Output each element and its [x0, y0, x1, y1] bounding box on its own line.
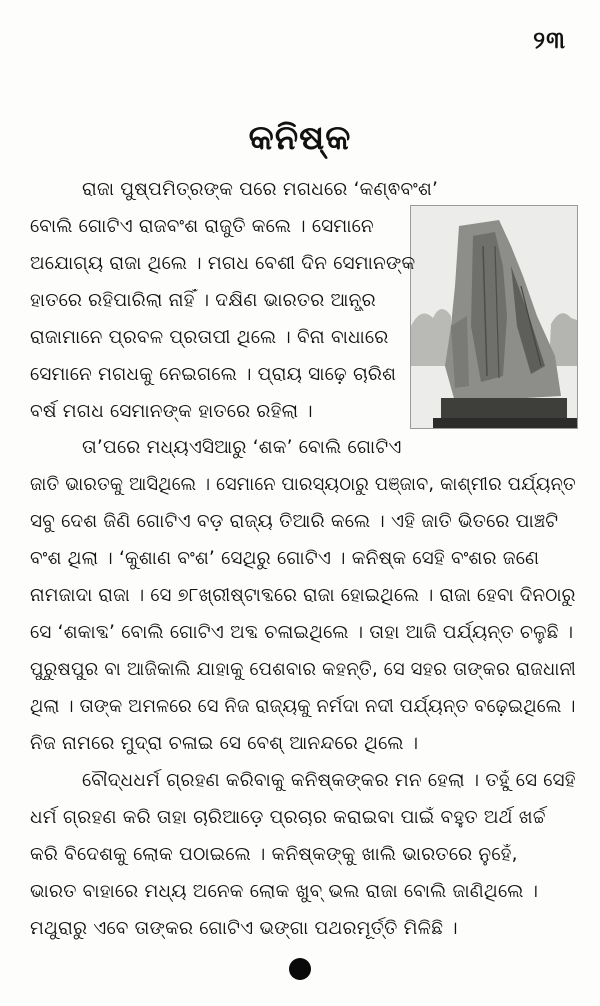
- text-line: ସେ ‘ଶକାବ୍ଦ’ ବୋଲି ଗୋଟିଏ ଅବ୍ଦ ଚଳାଇଥିଲେ । ତାହା ଆଜି ପର୍ଯ୍ୟନ୍ତ ଚଳୁଛି ।: [30, 622, 574, 643]
- statue-photo: [410, 205, 578, 429]
- text-line: ଜାତି ଭାରତକୁ ଆସିଥିଲେ । ସେମାନେ ପାରସ୍ୟଠାରୁ ପଞ୍ଜାବ, କାଶ୍ମୀର ପର୍ଯ୍ୟନ୍ତ: [30, 474, 576, 495]
- text-line: ନାମଜାଦା ରାଜା । ସେ ୭୮ଖ୍ରୀଷ୍ଟାବ୍ଦରେ ରାଜା ହୋଇଥିଲେ । ରାଜା ହେବା ଦିନଠାରୁ: [30, 585, 576, 606]
- text-line: ବୌଦ୍ଧଧର୍ମ ଗ୍ରହଣ କରିବାକୁ କନିଷ୍କଙ୍କର ମନ ହେଲା । ତହୁଁ ସେ ସେହି: [82, 770, 576, 791]
- text-line: କରି ବିଦେଶକୁ ଲୋକ ପଠାଇଲେ । କନିଷ୍କଙ୍କୁ ଖାଲି ଭାରତରେ ନୁହେଁ,: [30, 844, 518, 865]
- chapter-title: କନିଷ୍କ: [248, 118, 352, 158]
- text-line: ହାତରେ ରହିପାରିଲା ନାହିଁ । ଦକ୍ଷିଣ ଭାରତର ଆନ୍ଧ୍ର: [30, 290, 376, 311]
- text-line: ପୁରୁଷପୁର ବା ଆଜିକାଲି ଯାହାକୁ ପେଶବାର କହନ୍ତି, ସେ ସହର ତାଙ୍କର ରାଜଧାନୀ: [30, 659, 577, 680]
- text-line: ସବୁ ଦେଶ ଜିଣି ଗୋଟିଏ ବଡ଼ ରାଜ୍ୟ ତିଆରି କଲେ । ଏହି ଜାତି ଭିତରେ ପାଞ୍ଚଟି: [30, 511, 559, 532]
- text-line: ବଂଶ ଥିଲା । ‘କୁଶାଣ ବଂଶ’ ସେଥିରୁ ଗୋଟିଏ । କନିଷ୍କ ସେହି ବଂଶର ଜଣେ: [30, 548, 540, 569]
- text-line: ନିଜ ନାମରେ ମୁଦ୍ରା ଚଳାଇ ସେ ବେଶ୍ ଆନନ୍ଦରେ ଥିଲେ ।: [30, 733, 419, 754]
- text-line: ଧର୍ମ ଗ୍ରହଣ କରି ତାହା ଚାରିଆଡ଼େ ପ୍ରଚାର କରାଇବା ପାଇଁ ବହୁତ ଅର୍ଥ ଖର୍ଚ୍ଚ: [30, 807, 546, 828]
- text-line: ବୋଲି ଗୋଟିଏ ରାଜବଂଶ ରାଜୁତି କଲେ । ସେମାନେ: [30, 216, 374, 237]
- text-line: ଅଯୋଗ୍ୟ ରାଜା ଥିଲେ । ମଗଧ ବେଶୀ ଦିନ ସେମାନଙ୍କ: [30, 253, 416, 274]
- text-line: ଭାରତ ବାହାରେ ମଧ୍ୟ ଅନେକ ଲୋକ ଖୁବ୍ ଭଲ ରାଜା ବୋଲି ଜାଣିଥିଲେ ।: [30, 881, 539, 902]
- text-line: ବର୍ଷ ମଗଧ ସେମାନଙ୍କ ହାତରେ ରହିଲା ।: [30, 401, 313, 422]
- text-line: ମଥୁରାରୁ ଏବେ ତାଙ୍କର ଗୋଟିଏ ଭଙ୍ଗା ପଥରମୂର୍ତ୍ତି ମିଳିଛି ।: [30, 918, 458, 939]
- page-number: ୨୩: [533, 26, 566, 54]
- text-line: ରାଜା ପୁଷ୍ପମିତ୍ରଙ୍କ ପରେ ମଗଧରେ ‘କଣ୍ଵବଂଶ’: [82, 179, 439, 200]
- text-line: ରାଜାମାନେ ପ୍ରବଳ ପ୍ରତାପୀ ଥିଲେ । ବିନା ବାଧାରେ: [30, 327, 389, 348]
- text-line: ଥିଲା । ତାଙ୍କ ଅମଳରେ ସେ ନିଜ ରାଜ୍ୟକୁ ନର୍ମଦା ନଦୀ ପର୍ଯ୍ୟନ୍ତ ବଢ଼େଇଥିଲେ ।: [30, 696, 576, 717]
- page-marker-dot: [289, 958, 311, 980]
- text-line: ତା’ପରେ ମଧ୍ୟଏସିଆରୁ ‘ଶକ’ ବୋଲି ଗୋଟିଏ: [82, 437, 402, 458]
- text-line: ସେମାନେ ମଗଧକୁ ନେଇଗଲେ । ପ୍ରାୟ ସାଢ଼େ ଚାରିଶ: [30, 364, 397, 385]
- broken-statue-icon: [411, 206, 577, 428]
